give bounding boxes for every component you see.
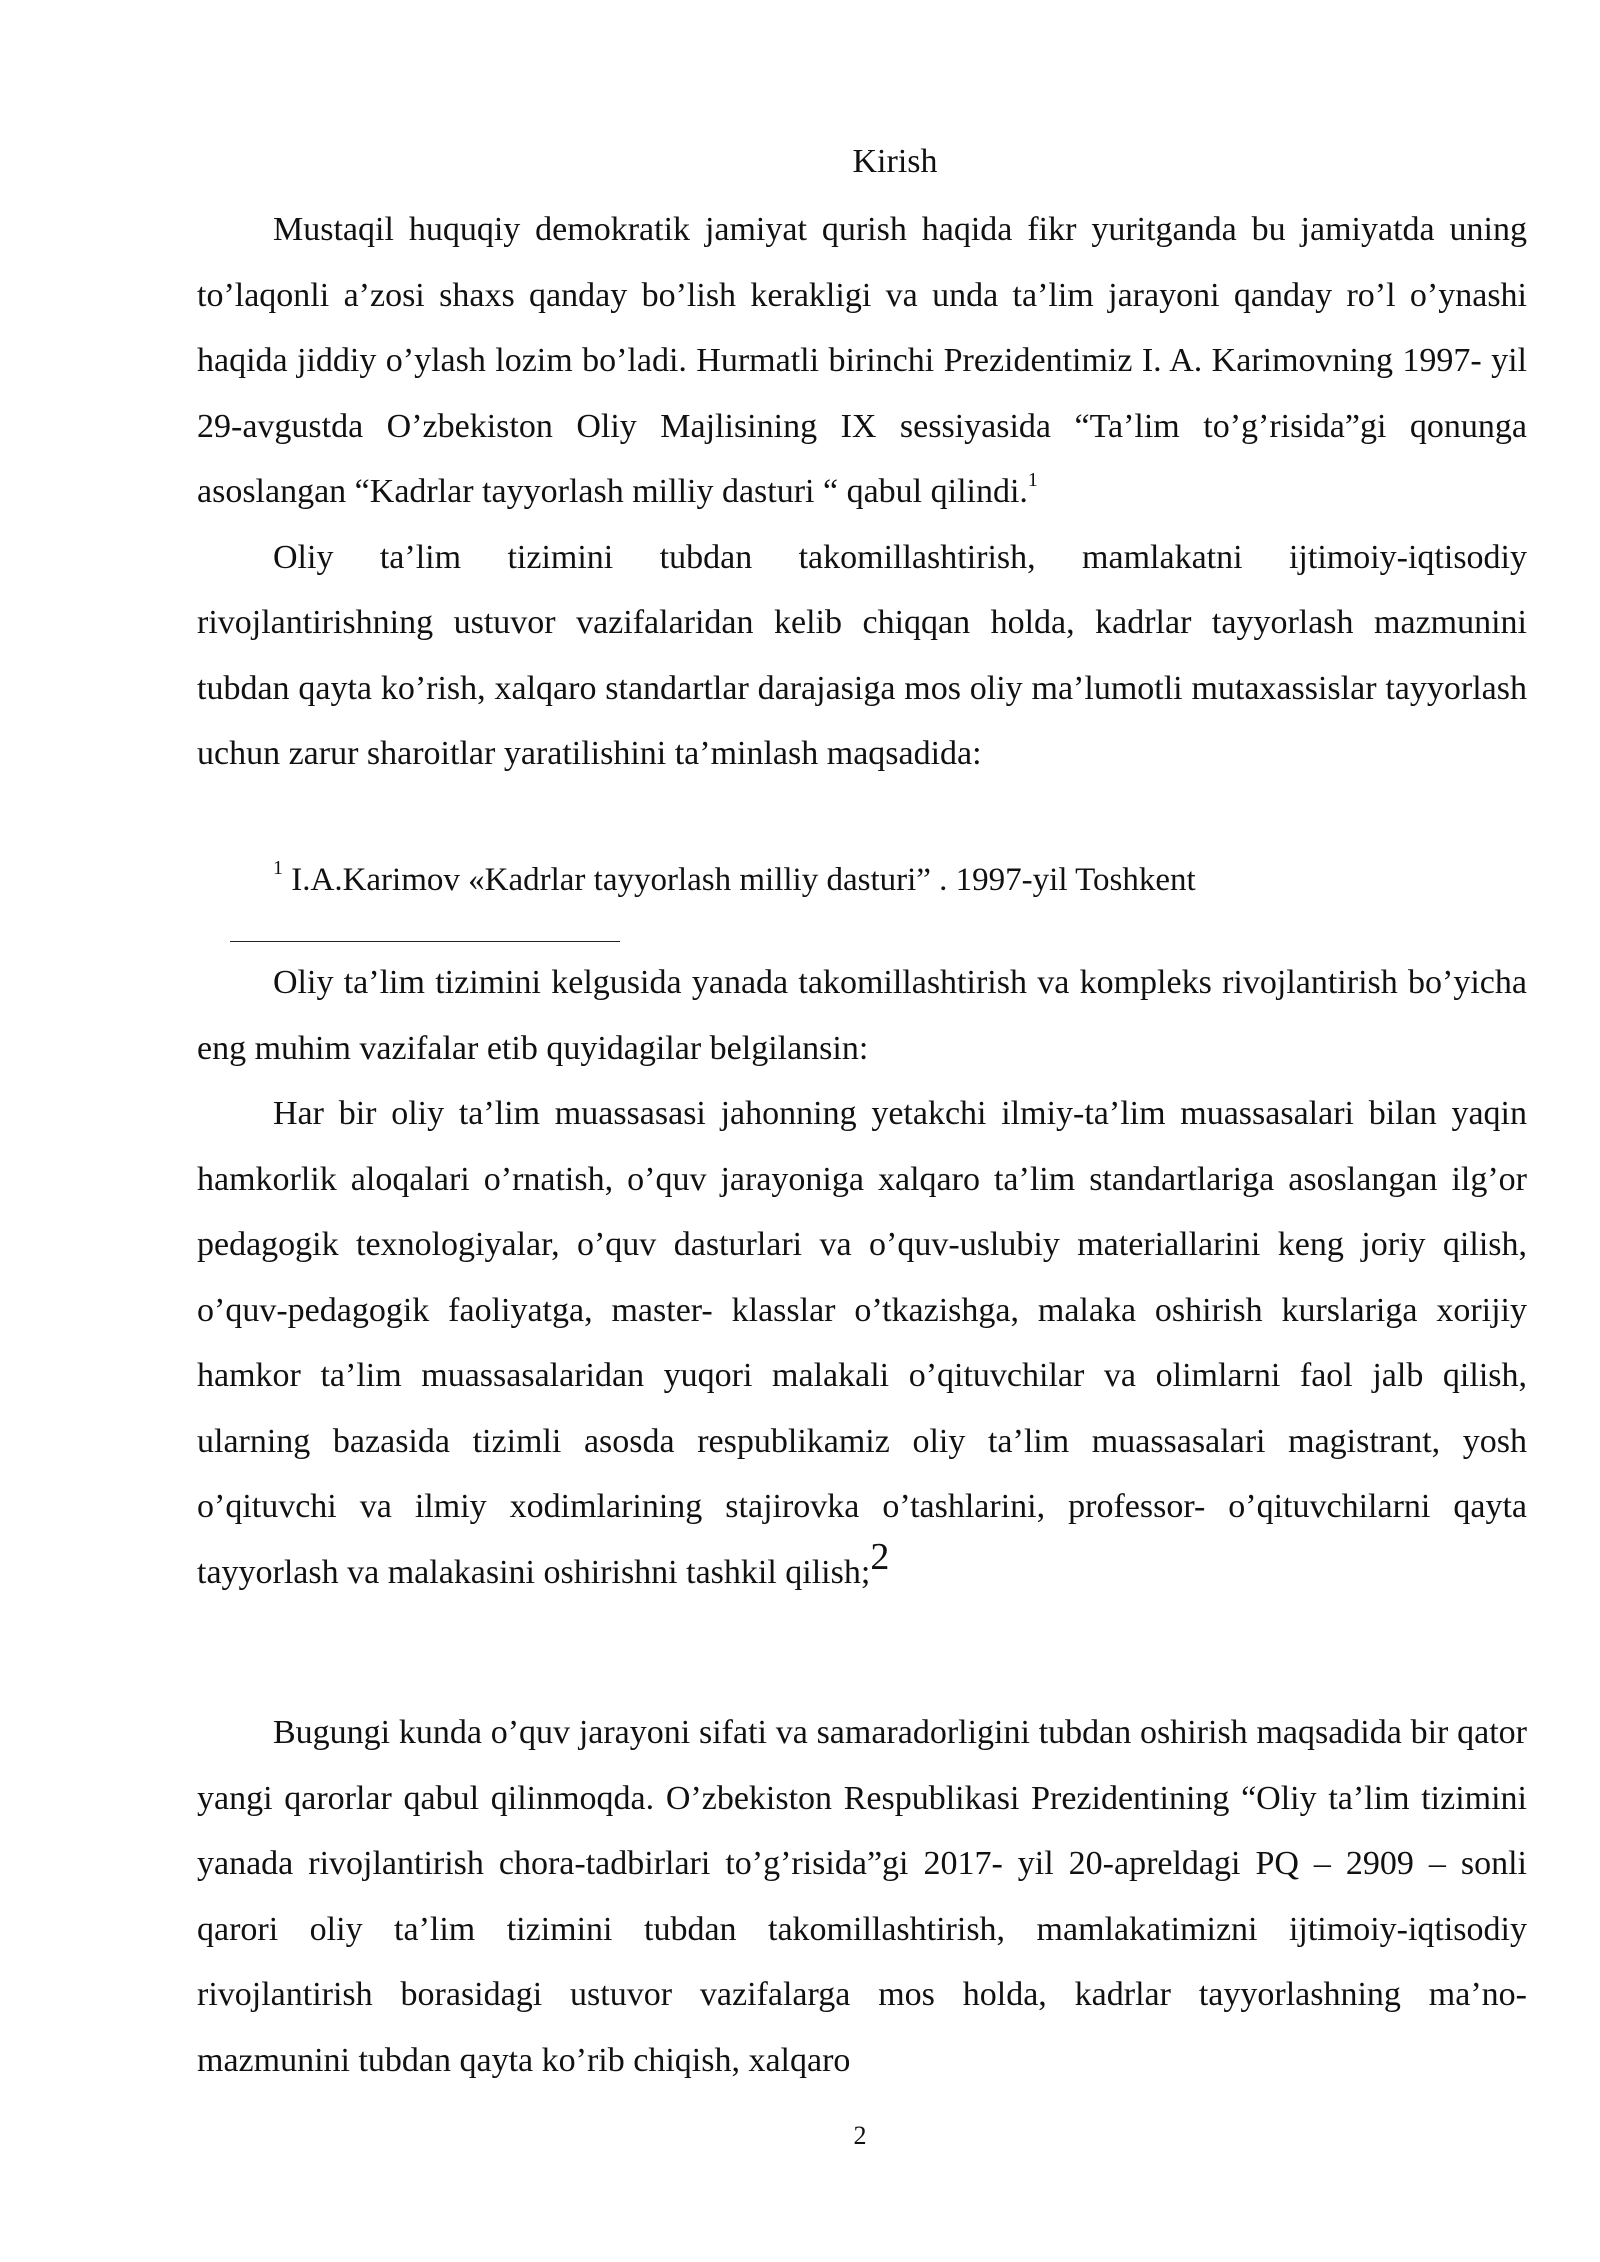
footnote-text: I.A.Karimov «Kadrlar tayyorlash milliy dasturi” . 1997-yil Toshkent	[283, 862, 1196, 898]
text-block-3	[197, 1700, 1527, 2093]
page-number: 2	[853, 2121, 867, 2150]
text-block-2	[197, 950, 1527, 1605]
footnote-ref-2[interactable]: 2	[870, 1535, 890, 1578]
footnote-separator	[230, 941, 620, 942]
footnote-ref-1[interactable]: 1	[1027, 468, 1038, 491]
paragraph-1-text: Mustaqil huquqiy demokratik jamiyat qurish haqida fikr yuritganda bu jamiyatda uning to’laqonli a’zosi shaxs qanday bo’lish kerakligi va unda ta’lim jarayoni qanday ro’l o’ynashi haqida jiddiy o’ylash lozim bo’ladi. Hurmatli birinchi Prezidentimiz I. A. Karimovning 1997- yil 29-avgustda O’zbekiston Oliy Majlisining IX sessiyasida “Ta’lim to’g’risida”gi qonunga asoslangan “Kadrlar tayyorlash milliy dasturi “ qabul qilindi.	[197, 211, 1527, 510]
paragraph-2: Oliy ta’lim tizimini tubdan takomillashtirish, mamlakatni ijtimoiy-iqtisodiy rivojlantirishning ustuvor vazifalaridan kelib chiqqan holda, kadrlar tayyorlash mazmunini tubdan qayta ko’rish, xalqaro standartlar darajasiga mos oliy ma’lumotli mutaxassislar tayyorlash uchun zarur sharoitlar yaratilishini ta’minlash maqsadida:	[197, 538, 1527, 772]
text-block-1	[197, 197, 1527, 787]
footnote-1	[273, 856, 1196, 904]
footnote-number: 1	[273, 857, 283, 879]
paragraph-3: Oliy ta’lim tizimini kelgusida yanada takomillashtirish va kompleks rivojlantirish bo’yicha eng muhim vazifalar etib quyidagilar belgilansin:	[197, 964, 1527, 1067]
paragraph-4	[197, 1081, 1527, 1605]
section-title: Kirish	[852, 143, 938, 180]
paragraph-1	[197, 197, 1527, 525]
paragraph-5: Bugungi kunda o’quv jarayoni sifati va samaradorligini tubdan oshirish maqsadida bir qator yangi qarorlar qabul qilinmoqda. O’zbekiston Respublikasi Prezidentining “Oliy ta’lim tizimini yanada rivojlantirish chora-tadbirlari to’g’risida”gi 2017- yil 20-apreldagi PQ – 2909 – sonli qarori oliy ta’lim tizimini tubdan takomillashtirish, mamlakatimizni ijtimoiy-iqtisodiy rivojlantirish borasidagi ustuvor vazifalarga mos holda, kadrlar tayyorlashning ma’no- mazmunini tubdan qayta ko’rib chiqish, xalqaro	[197, 1714, 1527, 2079]
paragraph-4-text: Har bir oliy ta’lim muassasasi jahonning yetakchi ilmiy-ta’lim muassasalari bilan yaqin hamkorlik aloqalari o’rnatish, o’quv jarayoniga xalqaro ta’lim standartlariga asoslangan ilg’or pedagogik texnologiyalar, o’quv dasturlari va o’quv-uslubiy materiallarini keng joriy qilish, o’quv-pedagogik faoliyatga, master- klasslar o’tkazishga, malaka oshirish kurslariga xorijiy hamkor ta’lim muassasalaridan yuqori malakali o’qituvchilar va olimlarni faol jalb qilish, ularning bazasida tizimli asosda respublikamiz oliy ta’lim muassasalari magistrant, yosh o’qituvchi va ilmiy xodimlarining stajirovka o’tashlarini, professor- o’qituvchilarni qayta tayyorlash va malakasini oshirishni tashkil qilish;	[197, 1095, 1527, 1591]
